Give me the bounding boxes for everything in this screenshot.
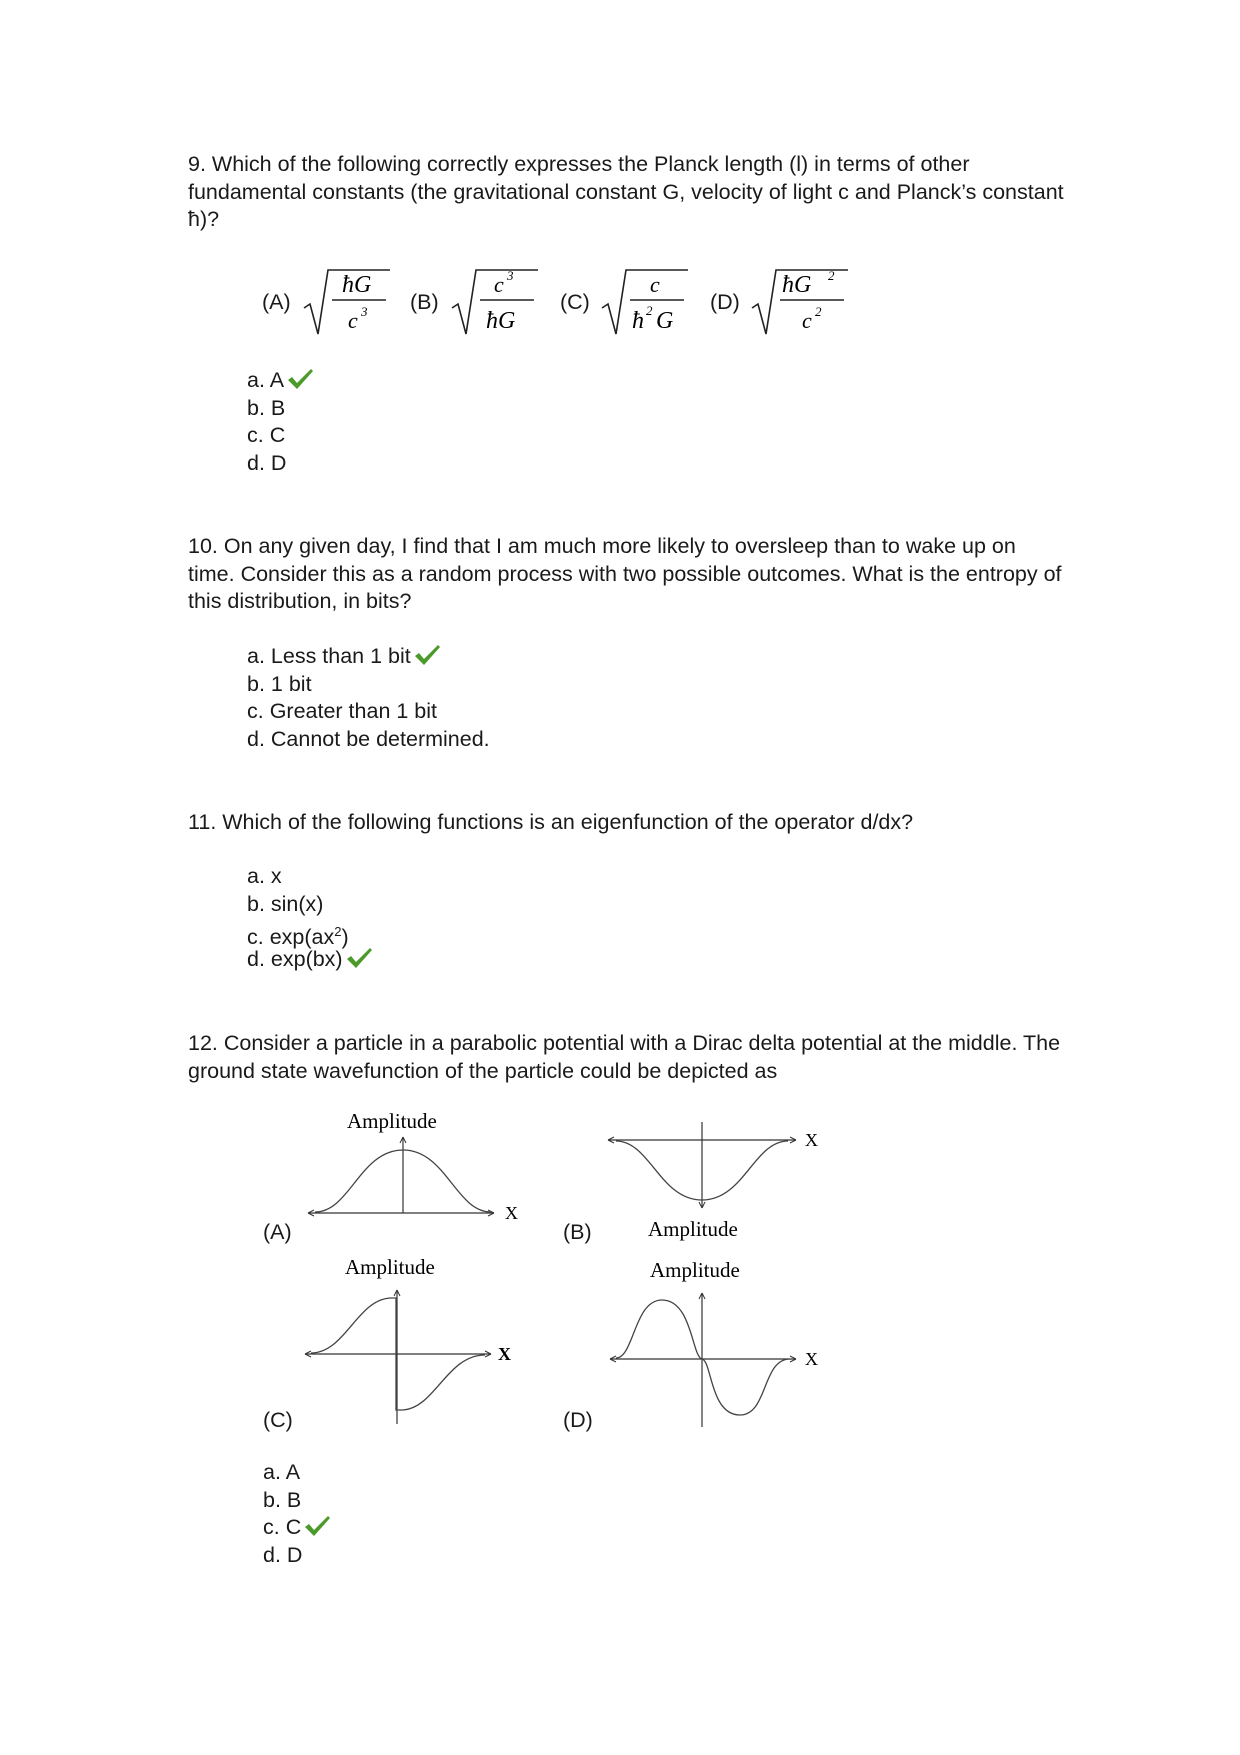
plot-c-x: X xyxy=(498,1344,511,1364)
plot-b-x: X xyxy=(805,1130,818,1150)
plot-a xyxy=(300,1105,530,1240)
option-label: a. Less than 1 bit xyxy=(247,644,411,668)
question-10-text: 10. On any given day, I find that I am much more likely to oversleep than to wake up on time. Consider this as a random process with two possible outcomes. What is the entropy of this distribution, in bits? xyxy=(188,534,1062,613)
option-q12-d[interactable]: d. D xyxy=(263,1542,303,1567)
plot-a-label: (A) xyxy=(263,1220,292,1244)
plot-d-x: X xyxy=(805,1349,818,1369)
option-q11-a[interactable]: a. x xyxy=(247,864,282,888)
option-label: d. exp(bx) xyxy=(247,946,343,971)
question-12-options xyxy=(263,1459,331,1569)
plot-d xyxy=(600,1255,830,1435)
check-mark-icon xyxy=(345,946,373,970)
plot-b xyxy=(600,1112,830,1242)
den-tail-c: G xyxy=(656,308,674,334)
plot-c-label: (C) xyxy=(263,1408,293,1432)
check-mark-icon xyxy=(303,1514,331,1538)
equation-d-label: (D) xyxy=(710,290,740,314)
den-c: ħ xyxy=(632,308,644,334)
check-mark-icon xyxy=(413,643,441,667)
option-q12-a[interactable]: a. A xyxy=(263,1460,301,1484)
option-q9-d[interactable]: d. D xyxy=(247,450,287,475)
plot-a-x: X xyxy=(505,1203,518,1223)
question-9-text: 9. Which of the following correctly expresses the Planck length (l) in terms of other fundamental constants (the gravitational constant G, velocity of light c and Planck’s constant ħ)? xyxy=(188,152,1064,231)
plot-d-label: (D) xyxy=(563,1408,593,1432)
den-b: ħG xyxy=(486,308,516,334)
option-q9-c[interactable]: c. C xyxy=(247,423,286,447)
check-mark-icon xyxy=(286,367,314,391)
den-exp-a: 3 xyxy=(361,304,368,319)
plot-b-title: Amplitude xyxy=(648,1217,738,1241)
option-q9-a[interactable] xyxy=(247,367,314,395)
den-exp-c: 2 xyxy=(646,303,653,318)
option-q10-b[interactable]: b. 1 bit xyxy=(247,671,312,696)
sqrt-fraction-d xyxy=(750,262,850,342)
option-q11-b[interactable]: b. sin(x) xyxy=(247,891,324,916)
question-12-text: 12. Consider a particle in a parabolic potential with a Dirac delta potential at the middle. The ground state wavefunction of the particle could be depicted as xyxy=(188,1031,1061,1083)
question-9-options xyxy=(247,367,314,477)
option-q10-d[interactable]: d. Cannot be determined. xyxy=(247,726,490,751)
num-b: c xyxy=(494,272,504,297)
sqrt-fraction-b xyxy=(450,262,540,342)
question-10-options xyxy=(247,643,490,753)
plot-d-title: Amplitude xyxy=(650,1258,740,1282)
option-q9-b[interactable]: b. B xyxy=(247,395,286,420)
den-exp-d: 2 xyxy=(815,304,822,319)
num-d: ħG xyxy=(782,272,812,298)
num-c: c xyxy=(650,272,660,297)
sqrt-fraction-c xyxy=(600,262,690,342)
option-label: c. exp(ax xyxy=(247,925,335,950)
option-q12-b[interactable]: b. B xyxy=(263,1487,302,1512)
plot-a-title: Amplitude xyxy=(347,1109,437,1133)
sqrt-fraction-a xyxy=(302,262,392,342)
option-q12-c[interactable] xyxy=(263,1514,331,1542)
equation-c-label: (C) xyxy=(560,290,590,314)
den-d: c xyxy=(802,308,812,333)
num-exp-b: 3 xyxy=(507,268,514,283)
plot-c-title: Amplitude xyxy=(345,1255,435,1279)
question-11-text: 11. Which of the following functions is an eigenfunction of the operator d/dx? xyxy=(188,810,914,834)
num-exp-d: 2 xyxy=(828,268,835,283)
option-q11-c[interactable] xyxy=(247,918,373,950)
option-q10-a[interactable] xyxy=(247,643,490,671)
equation-b-label: (B) xyxy=(410,290,439,314)
option-tail: ) xyxy=(341,925,349,950)
num-a: ħG xyxy=(342,272,372,298)
question-11-options xyxy=(247,863,373,973)
option-q10-c[interactable]: c. Greater than 1 bit xyxy=(247,699,438,723)
equation-a-label: (A) xyxy=(262,290,291,314)
option-label: c. C xyxy=(263,1515,302,1539)
option-superscript: 2 xyxy=(334,924,342,939)
option-q11-d[interactable] xyxy=(247,946,373,974)
option-label: a. A xyxy=(247,368,285,392)
plot-c xyxy=(295,1250,525,1430)
plot-b-label: (B) xyxy=(563,1220,592,1244)
den-a: c xyxy=(348,308,358,333)
